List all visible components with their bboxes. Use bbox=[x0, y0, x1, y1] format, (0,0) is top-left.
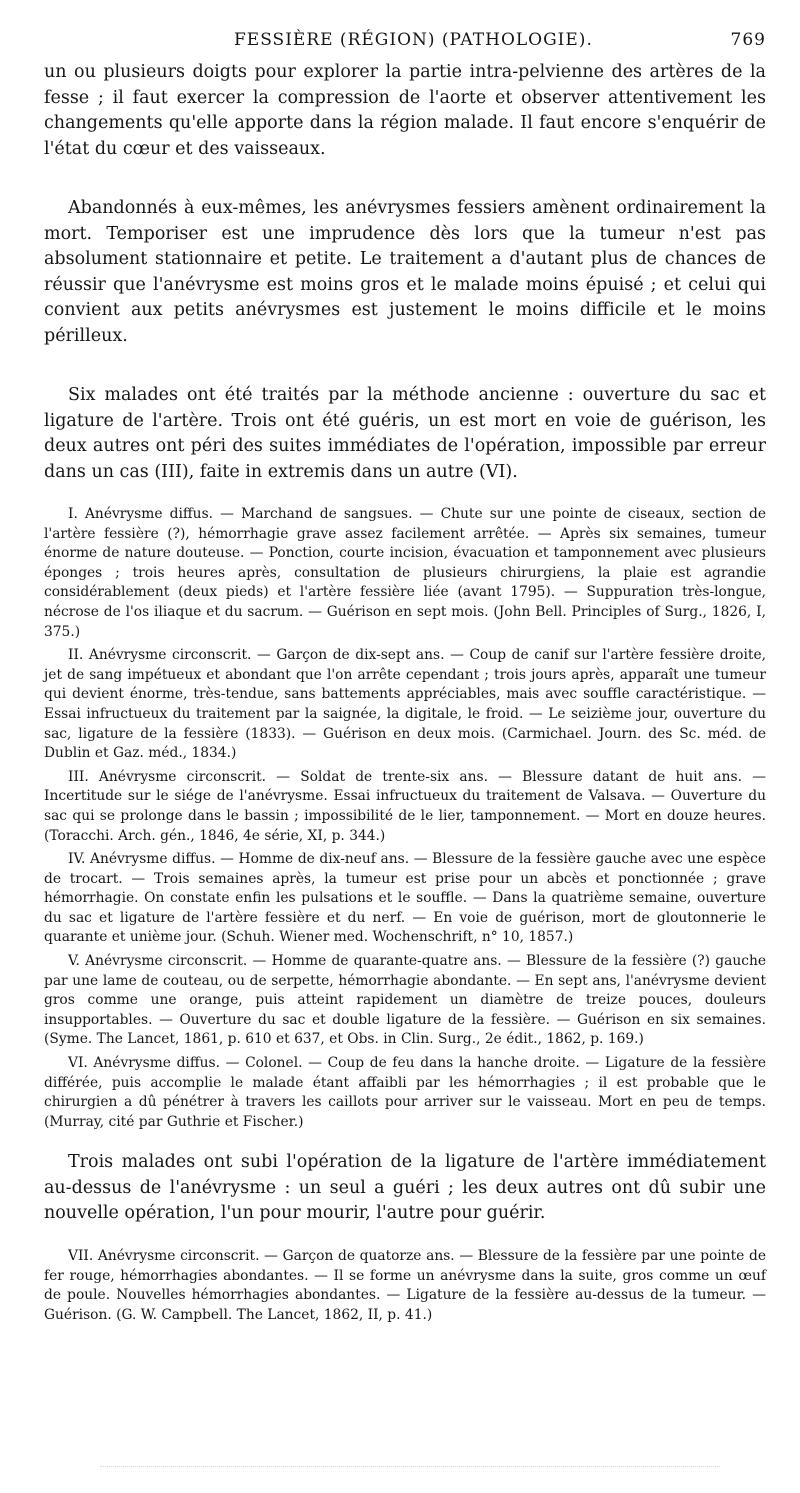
page bbox=[44, 30, 766, 1329]
case-1: I. Anévrysme diffus. — Marchand de sangsues. — Chute sur une pointe de ciseaux, section de l'artère fessière (?), hémorrhagie grave assez facilement arrêtée. — Après six semaines, tumeur énorme de nature douteuse. — Ponction, courte incision, évacuation et tamponnement avec plusieurs éponges ; trois heures après, consultation de plusieurs chirurgiens, la plaie est agrandie considérablement (deux pieds) et l'artère fessière liée (avant 1795). — Suppuration très-longue, nécrose de l'os iliaque et du sacrum. — Guérison en sept mois. (John Bell. Principles of Surg., 1826, I, 375.) bbox=[44, 506, 766, 640]
case-3: III. Anévrysme circonscrit. — Soldat de trente-six ans. — Blessure datant de huit ans. — Incertitude sur le siége de l'anévrysme. Essai infructueux du traitement de Valsava. — Ouverture du sac qui se prolonge dans le bassin ; impossibilité de le lier, tamponnement. — Mort en douze heures. (Toracchi. Arch. gén., 1846, 4e série, XI, p. 344.) bbox=[44, 768, 766, 844]
case-4: IV. Anévrysme diffus. — Homme de dix-neuf ans. — Blessure de la fessière gauche avec une espèce de trocart. — Trois semaines après, la tumeur est prise pour un abcès et ponctionnée ; grave hémorrhagie. On constate enfin les pulsations et le souffle. — Dans la quatrième semaine, ouverture du sac et ligature de l'artère fessière et du nerf. — En voie de guérison, mort de gloutonnerie le quarante et unième jour. (Schuh. Wiener med. Wochenschrift, n° 10, 1857.) bbox=[44, 851, 766, 946]
running-header bbox=[44, 30, 766, 60]
running-title: FESSIÈRE (RÉGION) (PATHOLOGIE). bbox=[234, 30, 593, 50]
paragraph-3: Six malades ont été traités par la méthode ancienne : ouverture du sac et ligature de l'artère. Trois ont été guéris, un est mort en voie de guérison, les deux autres ont péri des suites immédiates de l'opération, impossible par erreur dans un cas (III), faite in extremis dans un autre (VI). bbox=[44, 385, 766, 482]
paragraph-4: Trois malades ont subi l'opération de la ligature de l'artère immédiatement au-dessus de l'anévrysme : un seul a guéri ; les deux autres ont dû subir une nouvelle opération, l'un pour mourir, l'autre pour guérir. bbox=[44, 1152, 766, 1224]
bottom-rule bbox=[100, 1466, 720, 1467]
page-number: 769 bbox=[730, 30, 766, 50]
case-2: II. Anévrysme circonscrit. — Garçon de dix-sept ans. — Coup de canif sur l'artère fessière droite, jet de sang impétueux et abondant que l'on arrête cependant ; trois jours après, apparaît une tumeur qui devient énorme, très-tendue, sans battements appréciables, mais avec souffle caractéristique. — Essai infructueux du traitement par la saignée, la digitale, le froid. — Le seizième jour, ouverture du sac, ligature de la fessière (1833). — Guérison en deux mois. (Carmichael. Journ. des Sc. méd. de Dublin et Gaz. méd., 1834.) bbox=[44, 647, 766, 762]
paragraph-2: Abandonnés à eux-mêmes, les anévrysmes fessiers amènent ordinairement la mort. Temporiser est une imprudence dès lors que la tumeur n'est pas absolument stationnaire et petite. Le traitement a d'autant plus de chances de réussir que l'anévrysme est moins gros et le malade moins épuisé ; et celui qui convient aux petits anévrysmes est justement le moins difficile et le moins périlleux. bbox=[44, 198, 766, 346]
case-6: VI. Anévrysme diffus. — Colonel. — Coup de feu dans la hanche droite. — Ligature de la fessière différée, puis accomplie le malade étant affaibli par les hémorrhagies ; il est probable que le chirurgien a dû pénétrer à travers les caillots pour arriver sur le vaisseau. Mort en peu de temps. (Murray, cité par Guthrie et Fischer.) bbox=[44, 1055, 766, 1130]
case-5: V. Anévrysme circonscrit. — Homme de quarante-quatre ans. — Blessure de la fessière (?) gauche par une lame de couteau, ou de serpette, hémorrhagie abondante. — En sept ans, l'anévrysme devient gros comme une orange, puis atteint rapidement un diamètre de treize pouces, douleurs insupportables. — Ouverture du sac et double ligature de la fessière. — Guérison en six semaines. (Syme. The Lancet, 1861, p. 610 et 637, et Obs. in Clin. Surg., 2e édit., 1862, p. 169.) bbox=[44, 953, 766, 1048]
paragraph-1: un ou plusieurs doigts pour explorer la partie intra-pelvienne des artères de la fesse ; il faut exercer la compression de l'aorte et observer attentivement les changements qu'elle apporte dans la région malade. Il faut encore s'enquérir de l'état du cœur et des vaisseaux. bbox=[44, 62, 766, 159]
case-7: VII. Anévrysme circonscrit. — Garçon de quatorze ans. — Blessure de la fessière par une pointe de fer rouge, hémorrhagies abondantes. — Il se forme un anévrysme dans la suite, gros comme un œuf de poule. Nouvelles hémorrhagies abondantes. — Ligature de la fessière au-dessus de la tumeur. — Guérison. (G. W. Campbell. The Lancet, 1862, II, p. 41.) bbox=[44, 1247, 766, 1323]
